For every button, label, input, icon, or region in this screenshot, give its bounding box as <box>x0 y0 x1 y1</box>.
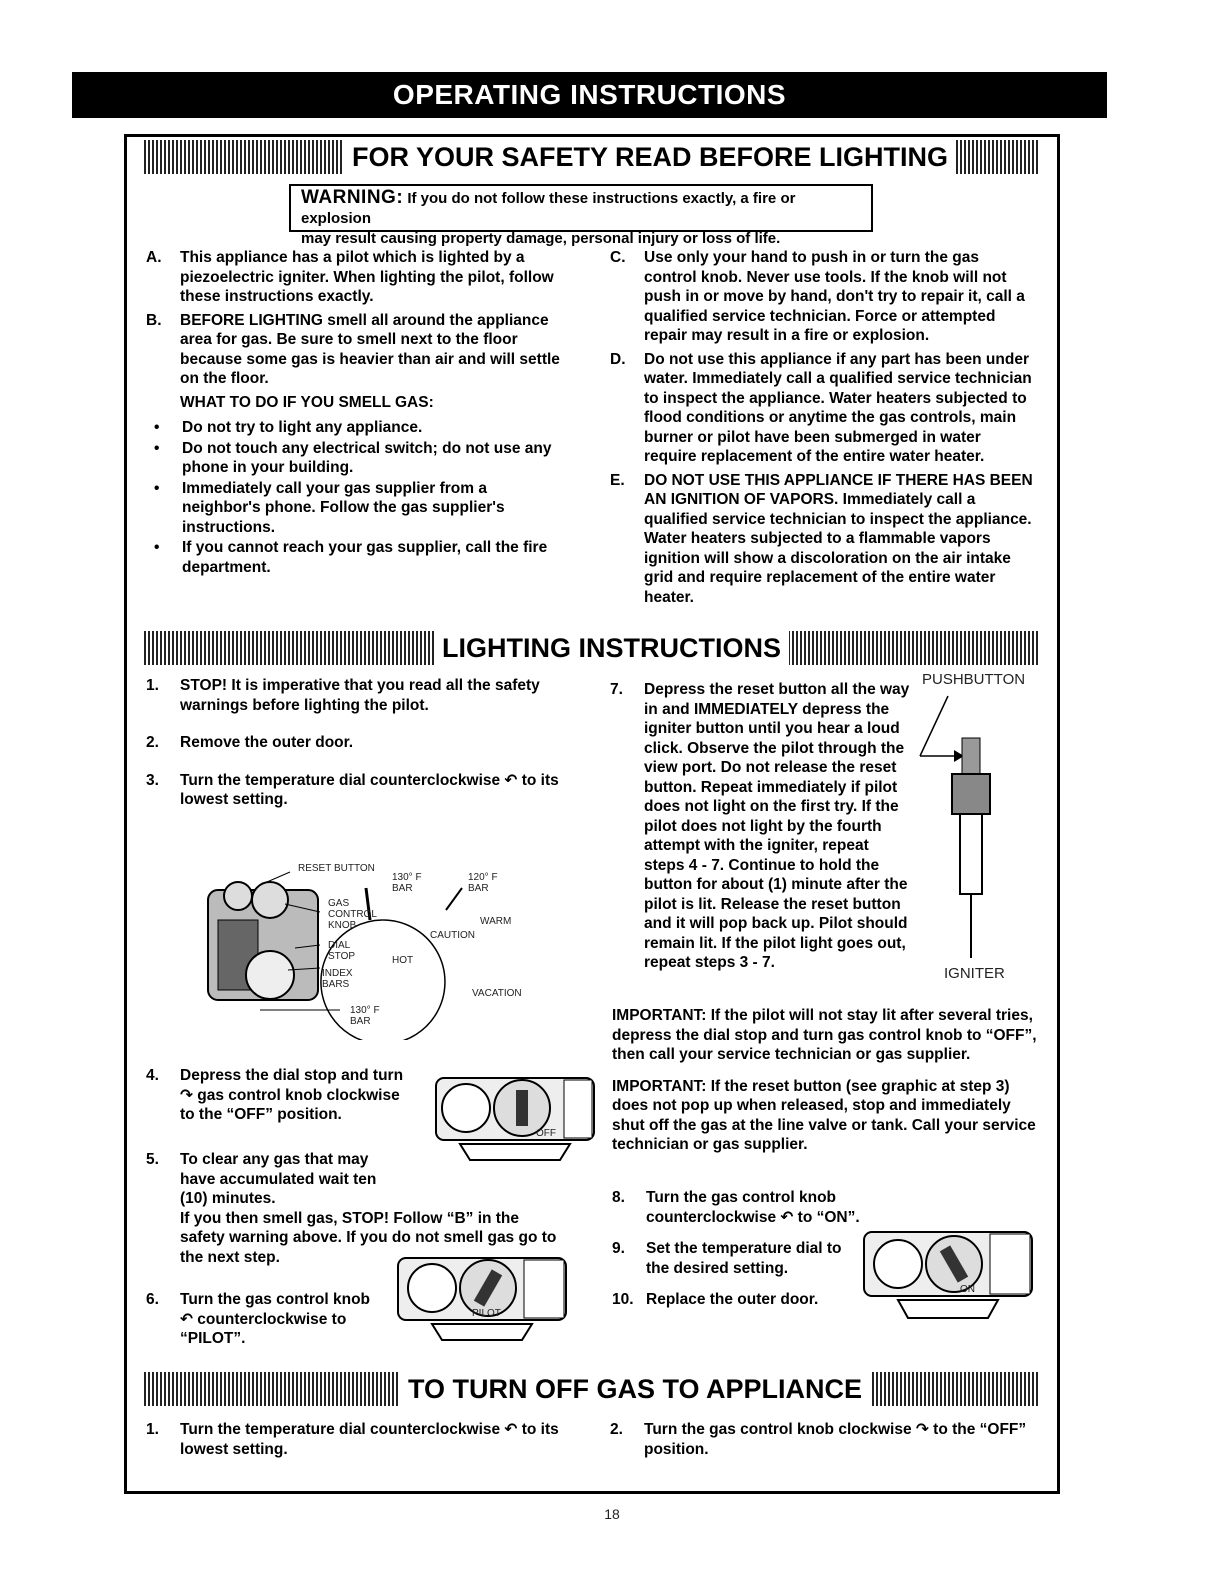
important-notes <box>612 1006 1037 1165</box>
safety-heading-band <box>144 140 1040 174</box>
warning-text-1: If you do not follow these instructions exactly, a fire or explosion <box>301 190 796 227</box>
dial-vacation-label: VACATION <box>472 988 522 999</box>
bullet-item: • Do not touch any electrical switch; do not use any phone in your building. <box>146 439 566 478</box>
item-letter: C. <box>610 249 626 266</box>
step-number: 6. <box>146 1291 159 1308</box>
knob-pilot-diagram <box>392 1254 572 1346</box>
safety-right-column <box>610 248 1035 611</box>
lighting-step-6 <box>146 1290 386 1353</box>
lighting-step-4 <box>146 1066 416 1129</box>
step-text: Depress the reset button all the way in and IMMEDIATELY depress the igniter button until you hear a loud click. Observe the pilot through the view port. Do not release the reset button. Repeat immediately if pilot does not light on the first try. If the pilot does not light by the fourth attempt with the igniter, repeat steps 4 - 7. Continue to hold the button for about (1) minute after the pilot is lit. Release the reset button and it will pop back up. Pilot should remain lit. If the pilot light goes out, repeat steps 3 - 7. <box>644 681 910 971</box>
lighting-heading-band <box>144 631 1040 665</box>
step-text: If you then smell gas, STOP! Follow “B” in the safety warning above. If you do not smell gas go to the next step. <box>180 1209 557 1266</box>
safety-item-d-text: Do not use this appliance if any part has been under water. Immediately call a qualified service technician to inspect the appliance. Water heaters subjected to flood conditions or anytime the gas controls, main burner or pilot have been submerged in water require replacement of the entire water heater. <box>644 350 1032 465</box>
turn-off-heading: TO TURN OFF GAS TO APPLIANCE <box>400 1372 870 1406</box>
important-note-2: IMPORTANT: If the reset button (see graphic at step 3) does not pop up when released, stop and immediately shut off the gas at the line valve or tank. Call your service technician or gas supplier. <box>612 1077 1036 1153</box>
item-letter: E. <box>610 471 625 489</box>
item-letter: A. <box>146 249 162 266</box>
pushbutton-igniter-diagram <box>912 690 1012 960</box>
turn-off-heading-band <box>144 1372 1040 1406</box>
index-bars-label: INDEX BARS <box>322 968 353 990</box>
step-text: STOP! It is imperative that you read all the safety warnings before lighting the pilot. <box>180 677 540 714</box>
knob-on-diagram <box>858 1228 1038 1328</box>
warning-word: WARNING: <box>301 187 404 208</box>
step-text: Replace the outer door. <box>646 1291 819 1308</box>
lighting-steps-8-10 <box>612 1188 862 1314</box>
step-7-item <box>610 680 910 973</box>
step-number: 8. <box>612 1189 625 1206</box>
step-text: Turn the temperature dial counterclockwise ↶ to its lowest setting. <box>180 1421 559 1458</box>
knob-pilot-label: PILOT <box>472 1308 501 1319</box>
step-number: 10. <box>612 1291 634 1308</box>
lighting-steps-1-3 <box>146 676 576 814</box>
step-number: 2. <box>610 1421 623 1438</box>
lighting-step-10 <box>612 1290 862 1310</box>
step-text: To clear any gas that may have accumulated wait ten (10) minutes. <box>180 1151 377 1207</box>
item-letter: B. <box>146 311 162 329</box>
important-note-1: IMPORTANT: If the pilot will not stay lit after several tries, depress the dial stop and turn gas control knob to “OFF”, then call your service technician or gas supplier. <box>612 1007 1037 1063</box>
bullet-item: • Immediately call your gas supplier from a neighbor's phone. Follow the gas supplier's instructions. <box>146 479 566 538</box>
item-letter: D. <box>610 350 626 368</box>
lighting-step-7 <box>610 680 910 977</box>
step-text: Remove the outer door. <box>180 734 354 751</box>
safety-item-c-text: Use only your hand to push in or turn the gas control knob. Never use tools. If the knob will not push in or move by hand, don't try to repair it, call a qualified service technician. Force or attempted repair may result in a fire or explosion. <box>644 249 1025 344</box>
turn-off-step-1-item <box>146 1420 576 1459</box>
bullet-item: • If you cannot reach your gas supplier, call the fire department. <box>146 538 566 577</box>
igniter-label: IGNITER <box>944 965 1005 982</box>
bar-130-label: 130° F BAR <box>392 872 422 894</box>
reset-button-label: RESET BUTTON <box>298 863 375 874</box>
step-text: Turn the gas control knob clockwise ↷ to the “OFF” position. <box>644 1421 1027 1458</box>
lighting-step-2 <box>146 733 576 753</box>
safety-item-a-text: This appliance has a pilot which is lighted by a piezoelectric igniter. When lighting the pilot, follow these instructions exactly. <box>180 249 554 305</box>
turn-off-step-1 <box>146 1420 576 1463</box>
step-4-item <box>146 1066 416 1125</box>
turn-off-step-2-item <box>610 1420 1035 1459</box>
step-number: 4. <box>146 1067 159 1084</box>
lighting-step-9 <box>612 1239 862 1278</box>
step-text: Depress the dial stop and turn ↷ gas control knob clockwise to the “OFF” position. <box>180 1067 404 1123</box>
page-number: 18 <box>604 1506 620 1522</box>
lighting-step-5 <box>146 1150 566 1271</box>
dial-caution-label: CAUTION <box>430 930 475 941</box>
lighting-step-8 <box>612 1188 862 1227</box>
bullet-item: • Do not try to light any appliance. <box>146 418 566 438</box>
safety-item-a <box>146 248 566 307</box>
gas-control-knob-label: GAS CONTROL KNOB <box>328 898 377 931</box>
step-text: Turn the gas control knob ↶ counterclockwise to “PILOT”. <box>180 1291 371 1347</box>
dial-warm-label: WARM <box>480 916 512 927</box>
page-title: OPERATING INSTRUCTIONS <box>72 72 1107 118</box>
safety-left-column <box>146 248 566 578</box>
step-number: 1. <box>146 677 159 694</box>
step-number: 9. <box>612 1240 625 1257</box>
lighting-heading: LIGHTING INSTRUCTIONS <box>434 631 789 665</box>
dial-stop-label: DIAL STOP <box>328 940 356 962</box>
safety-item-d <box>610 350 1035 467</box>
safety-heading: FOR YOUR SAFETY READ BEFORE LIGHTING <box>344 140 956 174</box>
warning-text-2: may result causing property damage, personal injury or loss of life. <box>301 230 781 247</box>
safety-item-e <box>610 471 1035 608</box>
step-6-item <box>146 1290 386 1349</box>
dial-hot-label: HOT <box>392 955 414 966</box>
step-number: 3. <box>146 771 159 789</box>
step-text: Turn the temperature dial counterclockwise ↶ to its lowest setting. <box>180 771 559 808</box>
bar-130-low-label: 130° F BAR <box>350 1005 380 1027</box>
step-text: Turn the gas control knob counterclockwise ↶ to “ON”. <box>646 1189 860 1226</box>
safety-item-c <box>610 248 1035 346</box>
step-number: 2. <box>146 734 159 751</box>
smell-gas-heading: WHAT TO DO IF YOU SMELL GAS: <box>180 393 434 411</box>
step-number: 7. <box>610 681 623 698</box>
warning-box <box>289 184 873 247</box>
step-number: 5. <box>146 1151 159 1168</box>
lighting-step-1 <box>146 676 576 715</box>
safety-item-e-text: DO NOT USE THIS APPLIANCE IF THERE HAS BEEN AN IGNITION OF VAPORS. Immediately call a qualified service technician to inspect the appliance. Water heaters subjected to a flammable vapors ignition will show a discoloration on the air intake grid and require replacement of the entire water heater. <box>644 471 1033 606</box>
turn-off-step-2 <box>610 1420 1035 1463</box>
step-5-item <box>146 1150 566 1209</box>
lighting-step-3 <box>146 771 576 810</box>
safety-item-b <box>146 311 566 389</box>
step-text: Set the temperature dial to the desired setting. <box>646 1240 842 1277</box>
knob-on-label: ON <box>960 1284 975 1295</box>
safety-item-b-text: BEFORE LIGHTING smell all around the appliance area for gas. Be sure to smell next to the floor because some gas is heavier than air and will settle on the floor. <box>180 311 560 387</box>
knob-off-label: OFF <box>536 1128 556 1139</box>
bar-120-label: 120° F BAR <box>468 872 498 894</box>
step-number: 1. <box>146 1421 159 1438</box>
pushbutton-label: PUSHBUTTON <box>922 671 1026 688</box>
